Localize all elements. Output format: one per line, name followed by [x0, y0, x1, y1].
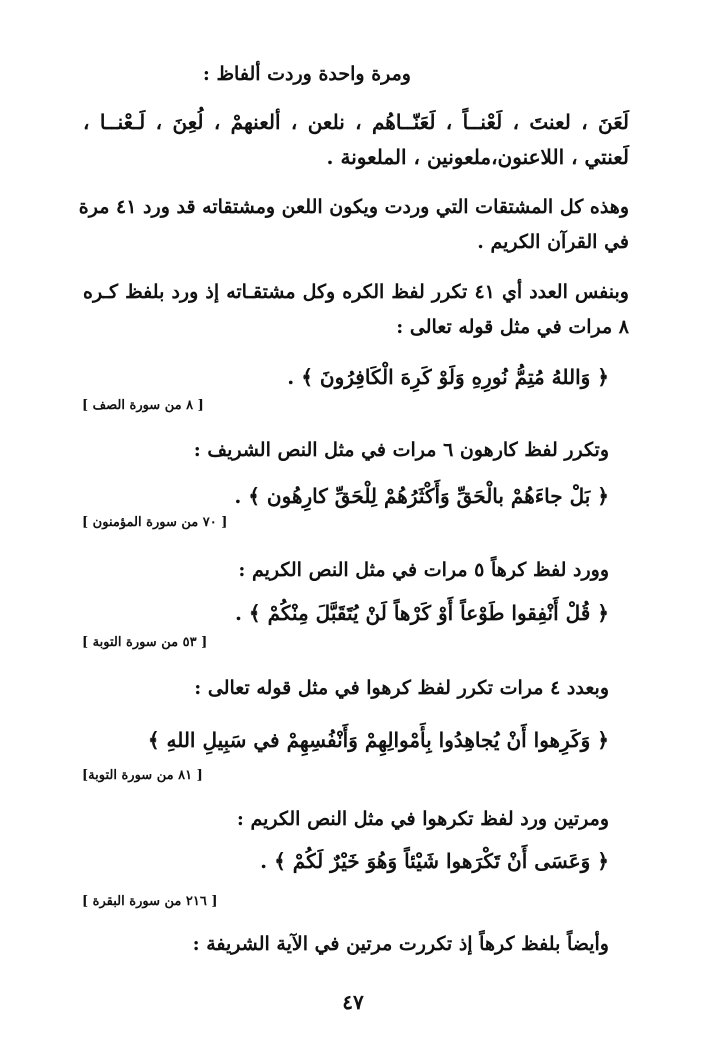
- text-line: وبنفس العدد أي ٤١ تكرر لفظ الكره وكل مشتقـاته إذ ورد بلفظ كـره: [83, 281, 629, 303]
- verse-reference: [ ٧٠ من سورة المؤمنون ]: [82, 515, 228, 530]
- text-line: ٨ مرات في مثل قوله تعالى :: [396, 316, 629, 338]
- text-line: ومرتين ورد لفظ تكرهوا في مثل النص الكريم :: [236, 808, 609, 830]
- quran-verse: ﴿ وَكَرِهوا أَنْ يُجاهِدُوا بِأَمْوالِهِمْ وَأَنْفُسِهِمْ في سَبِيلِ اللهِ ﴾: [147, 728, 609, 752]
- quran-verse: ﴿ وَاللهُ مُتِمُّ نُورِهِ وَلَوْ كَرِهَ الْكَافِرُونَ ﴾ .: [287, 365, 609, 389]
- quran-verse: ﴿ وَعَسَى أَنْ تَكْرَهوا شَيْئاً وَهُوَ خَيْرٌ لَكُمْ ﴾ .: [260, 849, 609, 873]
- quran-verse: ﴿ قُلْ أَنْفِقوا طَوْعاً أَوْ كَرْهاً لَنْ يُتَقَبَّلَ مِنْكُمْ ﴾ .: [235, 601, 609, 625]
- quran-verse: ﴿ بَلْ جاءَهُمْ بالْحَقِّ وَأَكْثَرُهُمْ لِلْحَقِّ كارِهُون ﴾ .: [234, 484, 609, 508]
- verse-reference: [ ٨١ من سورة التوبة]: [82, 768, 203, 783]
- text-line: وورد لفظ كرهاً ٥ مرات في مثل النص الكريم :: [238, 559, 609, 581]
- text-line: في القرآن الكريم .: [477, 231, 629, 253]
- text-line: وتكرر لفظ كارهون ٦ مرات في مثل النص الشريف :: [193, 439, 609, 461]
- text-line: وبعدد ٤ مرات تكرر لفظ كرهوا في مثل قوله تعالى :: [194, 677, 609, 699]
- text-line: وهذه كل المشتقات التي وردت ويكون اللعن ومشتقاته قد ورد ٤١ مرة: [78, 196, 629, 218]
- text-line: لَعنتي ، اللاعنون،ملعونين ، الملعونة .: [326, 145, 629, 169]
- verse-reference: [ ٥٣ من سورة التوبة ]: [82, 635, 208, 650]
- verse-reference: [ ٨ من سورة الصف ]: [82, 398, 204, 413]
- verse-reference: [ ٢١٦ من سورة البقرة ]: [82, 894, 218, 909]
- text-line: لَعَنَ ، لعنتَ ، لَعْنــاً ، لَعَنّــاهُم ، نلعن ، ألعنهمْ ، لُعِنَ ، لَـعْنــا ،: [83, 110, 629, 134]
- text-line: ومرة واحدة وردت ألفاظ :: [202, 63, 411, 85]
- page-number: ٤٧: [342, 990, 364, 1014]
- text-line: وأيضاً بلفظ كرهاً إذ تكررت مرتين في الآية الشريفة :: [192, 933, 609, 955]
